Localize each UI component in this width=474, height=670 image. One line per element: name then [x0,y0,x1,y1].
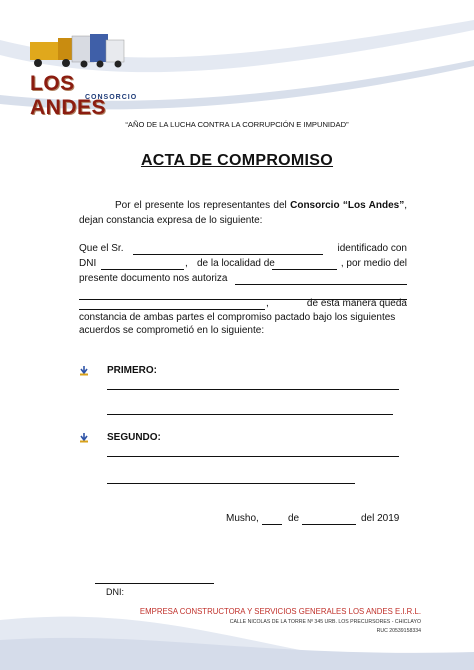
label-acuerdos: acuerdos se comprometió en lo siguiente: [79,325,265,336]
intro-text-after: , dejan constancia expresa de lo siguiente: [79,200,407,226]
second-agreement-blank-1[interactable] [107,456,399,457]
footer-ruc: RUC 20539158334 [376,628,421,634]
date-line [79,513,407,528]
footer-company-name: EMPRESA CONSTRUCTORA Y SERVICIOS GENERALES LOS ANDES E.I.R.L. [139,607,421,616]
logo-text: LOS ANDES [30,72,107,119]
label-de-esta-manera: de esta manera queda [306,298,407,309]
section-first-label: PRIMERO: [107,365,157,376]
intro-paragraph [79,198,407,228]
label-constancia: constancia de ambas partes el compromiso pactado bajo los siguientes [79,312,396,323]
signature-dni-label: DNI: [106,587,124,597]
comma-1: , [185,258,188,269]
label-presente-documento: presente documento nos autoriza [79,273,228,284]
arrow-bullet-icon [79,433,89,443]
signature-line[interactable] [95,583,214,584]
first-agreement-blank-2[interactable] [107,414,393,415]
logo-trucks-icon [28,28,128,74]
comma-2: , [266,298,269,309]
label-por-medio-del: , por medio del [340,258,407,269]
date-de: de [288,513,300,524]
year-motto: “AÑO DE LA LUCHA CONTRA LA CORRUPCIÓN E IMPUNIDAD” [125,120,349,129]
authorization-blank-3[interactable] [79,309,265,310]
day-blank[interactable] [262,524,282,525]
locality-blank[interactable] [272,269,337,270]
label-dni: DNI [79,258,97,269]
form-line-3 [79,273,407,288]
label-localidad: de la localidad de [197,258,275,269]
date-year: del 2019 [361,513,400,524]
label-identificado-con: identificado con [337,243,407,254]
section-second-label: SEGUNDO: [107,432,161,443]
first-agreement-blank-1[interactable] [107,389,399,390]
date-place: Musho, [226,513,259,524]
document-title: ACTA DE COMPROMISO [140,152,334,169]
form-line-5 [79,298,407,313]
footer-address: CALLE NICOLAS DE LA TORRE Nº 345 URB. LOS PRECURSORES - CHICLAYO [229,619,421,625]
consortium-name: Consorcio “Los Andes” [290,200,405,211]
arrow-bullet-icon [79,366,89,376]
authorization-blank-1[interactable] [235,284,407,285]
dni-blank[interactable] [101,269,184,270]
logo-subtitle: CONSORCIO [85,94,138,101]
form-line-2 [79,258,407,273]
label-que-el-sr: Que el Sr. [79,243,124,254]
second-agreement-blank-2[interactable] [107,483,355,484]
intro-text-before: Por el presente los representantes del [115,200,291,211]
month-blank[interactable] [302,524,356,525]
form-line-1 [79,243,407,258]
name-blank[interactable] [133,254,323,255]
form-line-7 [79,325,407,340]
